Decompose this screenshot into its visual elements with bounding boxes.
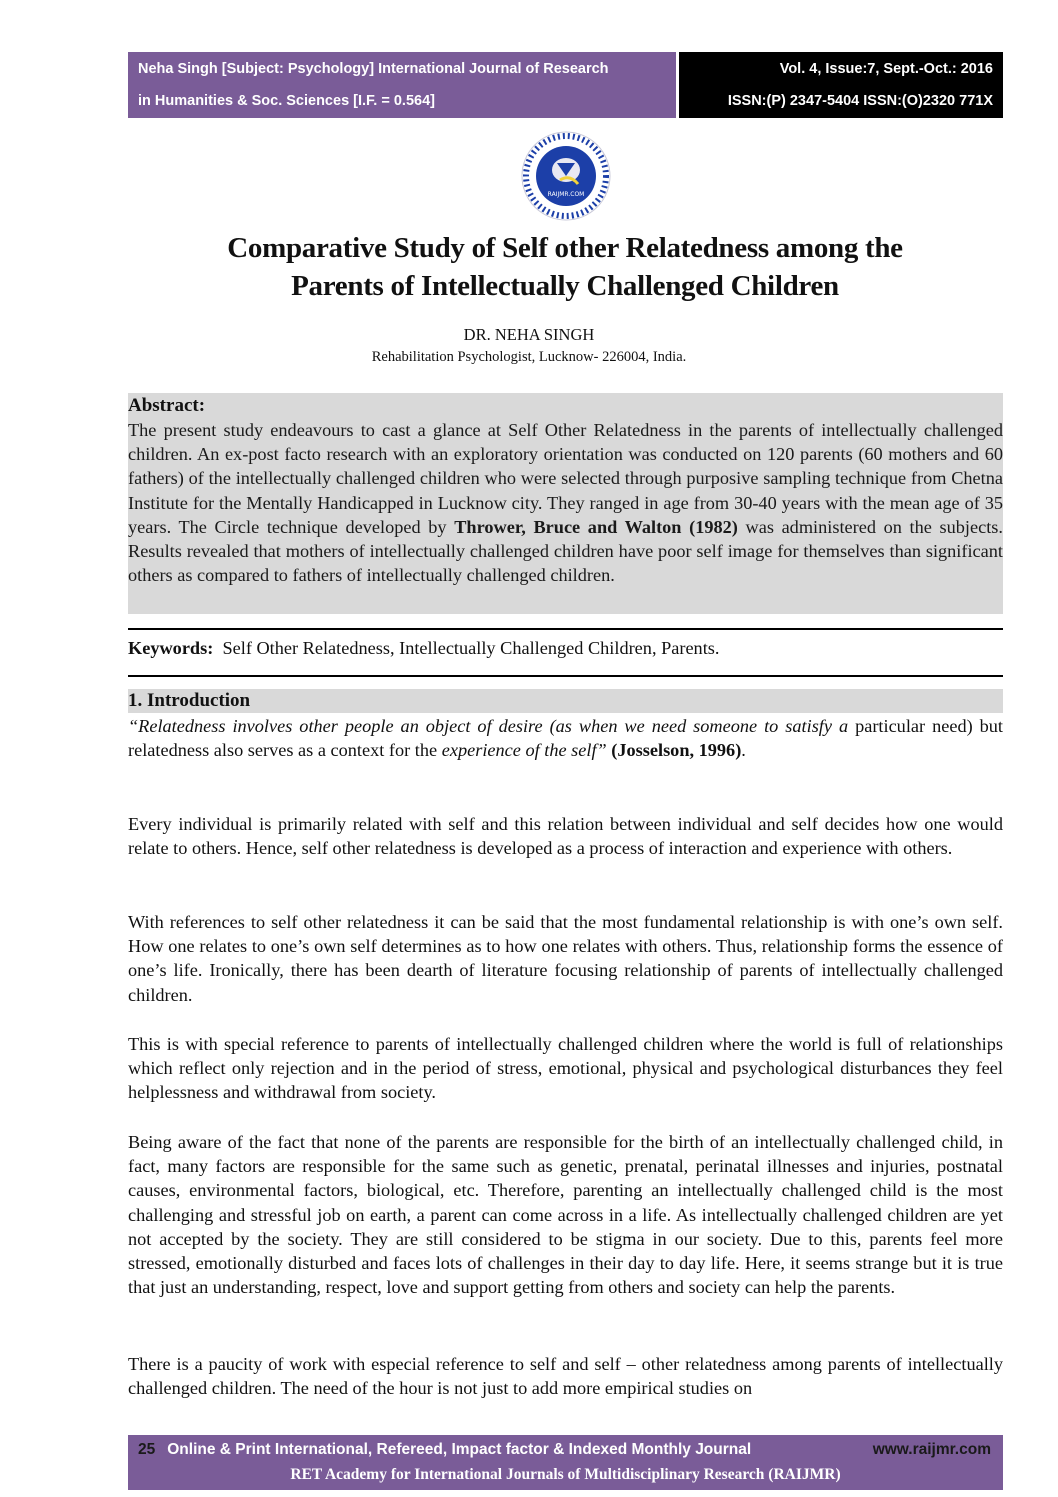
header-issue-info	[679, 52, 1003, 118]
keywords-bottom-rule	[128, 675, 1003, 677]
paragraph: With references to self other relatedness it can be said that the most fundamental relationship is with one’s own self. How one relates to one’s own self determines as to how one relates with others. Thus, relationship forms the essence of one’s life. Ironically, there has been dearth of literature focusing relationship of parents of intellectually challenged children.	[128, 912, 1003, 1005]
footer-journal-description: Online & Print International, Refereed, Impact factor & Indexed Monthly Journal	[167, 1441, 752, 1458]
abstract-text-1: The present study endeavours to cast a glance at Self Other Relatedness in the parents of intellectually challenged children. An ex-post facto research with an exploratory orientation was conducted on 120 parents (60 mothers and 60 fathers) of the intellectually challenged children who were selected through purposive sampling technique from Chetna Institute for the Mentally Handicapped in Lucknow city. They ranged in age from 30-40 years with the mean age of 35 years. The Circle technique developed by	[128, 420, 1003, 537]
paragraph: This is with special reference to parents of intellectually challenged children where the world is full of relationships which reflect only rejection and in the period of stress, emotional, physical and psychological disturbances they feel helplessness and withdrawal from society.	[128, 1034, 1003, 1103]
keywords-label: Keywords:	[128, 638, 214, 658]
paragraph: There is a paucity of work with especial reference to self and self – other relatedness among parents of intellectually challenged children. The need of the hour is not just to add more empirical studies on	[128, 1354, 1003, 1399]
keywords	[128, 638, 719, 659]
footer-line-2: RET Academy for International Journals of Multidisciplinary Research (RAIJMR)	[290, 1466, 841, 1483]
paragraph: Being aware of the fact that none of the parents are responsible for the birth of an intellectually challenged child, in fact, many factors are responsible for the same such as genetic, prenatal, perinatal illnesses and injuries, postnatal causes, environmental factors, biological, etc. Therefore, parenting an intellectually challenged child is the most challenging and stressful job on earth, a parent can come across in a life. As intellectually challenged children are yet not accepted by the society. They are still considered to be stigma in our society. Due to this, parents feel more stressed, emotionally disturbed and faces lots of challenges in their day to day life. Here, it seems strange but it is true that just an understanding, respect, love and support getting from others and society can help the parents.	[128, 1132, 1003, 1298]
journal-footer	[128, 1435, 1003, 1490]
author-affiliation: Rehabilitation Psychologist, Lucknow- 226004, India.	[371, 349, 687, 365]
quote-end: .	[741, 740, 746, 761]
footer-url: www.raijmr.com	[872, 1441, 991, 1458]
header-line-2: in Humanities & Soc. Sciences [I.F. = 0.564]	[138, 93, 435, 109]
section-heading-introduction: 1. Introduction	[128, 689, 1003, 713]
paper-title	[120, 229, 1010, 305]
abstract-heading: Abstract:	[128, 395, 206, 416]
header-journal-info	[128, 52, 676, 118]
abstract-box	[128, 393, 1003, 614]
footer-line-1	[138, 1441, 751, 1459]
keywords-text: Self Other Relatedness, Intellectually Challenged Children, Parents.	[222, 638, 720, 658]
quote-plain: particular need) but relatedness also serves as a context for the	[128, 716, 1003, 761]
header-volume: Vol. 4, Issue:7, Sept.-Oct.: 2016	[779, 61, 993, 77]
title-line-1: Comparative Study of Self other Relatedness among the	[227, 232, 903, 264]
abstract-citation: Thrower, Bruce and Walton (1982)	[454, 516, 738, 537]
abstract-text-2: was administered on the subjects. Results revealed that mothers of intellectually challenged children have poor self image for themselves than significant others as compared to fathers of intellectually challenged children.	[128, 516, 1003, 586]
quote-citation: (Josselson, 1996)	[606, 740, 742, 761]
quote-italic-1: “Relatedness involves other people an object of desire (as when we need someone to satisfy a	[128, 716, 849, 736]
title-line-2: Parents of Intellectually Challenged Children	[291, 270, 839, 302]
raijmr-logo-icon	[510, 130, 622, 230]
header-issn: ISSN:(P) 2347-5404 ISSN:(O)2320 771X	[727, 93, 993, 109]
author-name: DR. NEHA SINGH	[463, 325, 595, 344]
logo-ring-text: RAIJMR.COM	[547, 191, 585, 198]
keywords-top-rule	[128, 628, 1003, 630]
journal-header	[128, 52, 1003, 118]
page-number: 25	[138, 1441, 156, 1458]
quote-italic-2: experience of the self”	[441, 740, 607, 761]
header-line-1: Neha Singh [Subject: Psychology] International Journal of Research	[138, 61, 609, 77]
intro-quote	[128, 714, 1003, 762]
paragraph: Every individual is primarily related with self and this relation between individual and self decides how one would relate to others. Hence, self other relatedness is developed as a process of interaction and experience with others.	[128, 814, 1003, 859]
abstract-body	[128, 418, 1003, 587]
